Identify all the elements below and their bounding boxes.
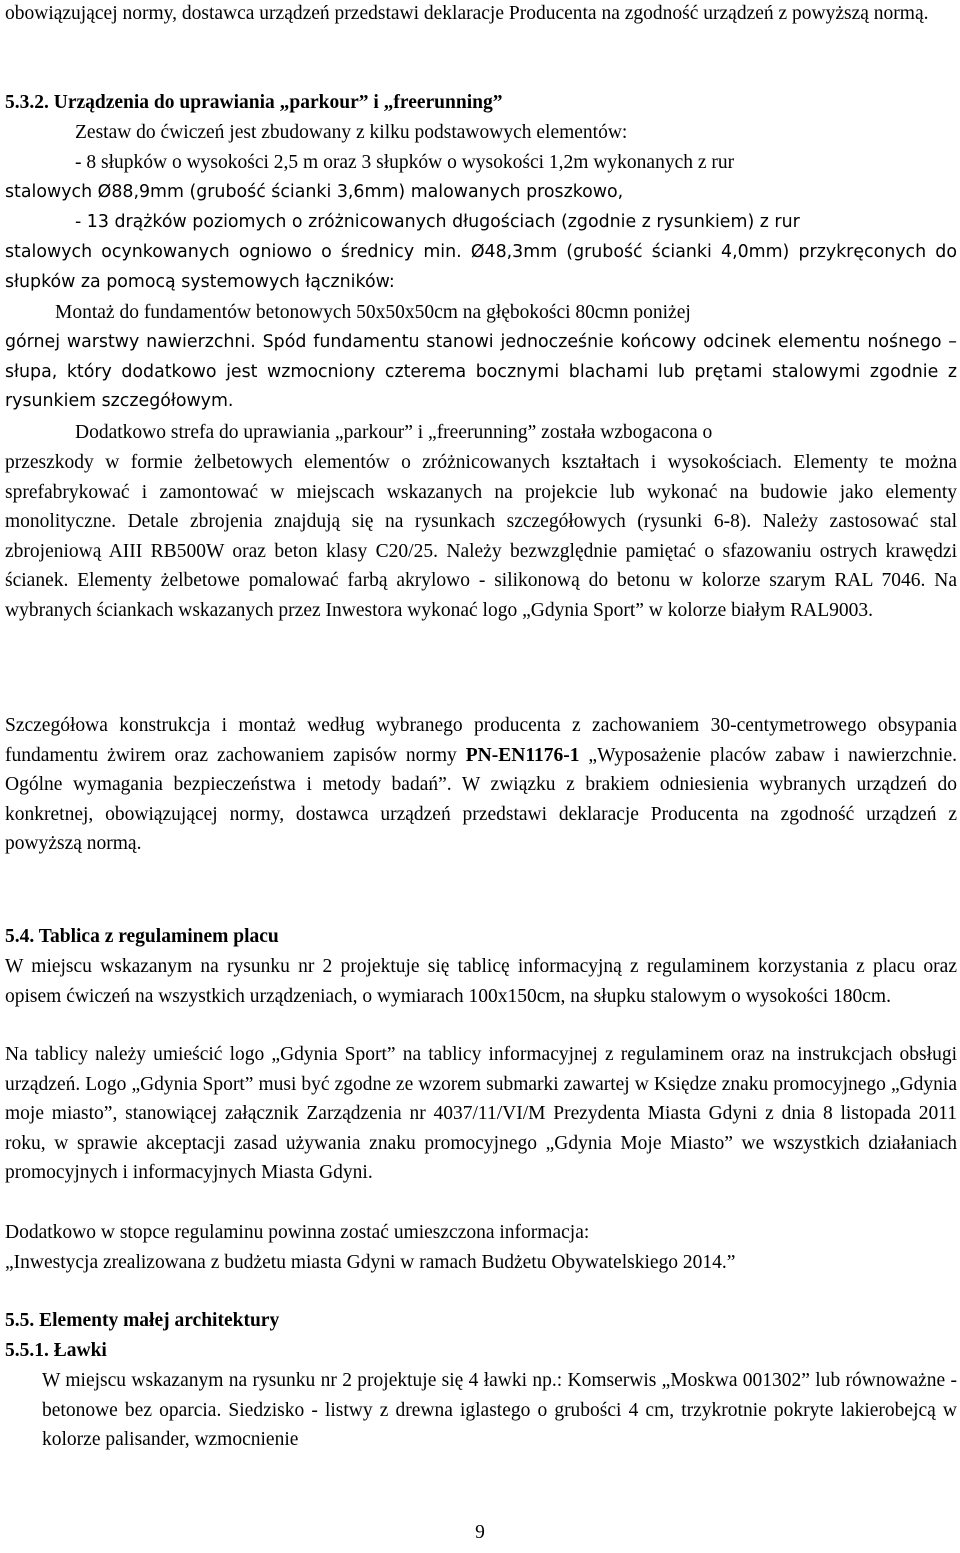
section-number: 5.3.2. [5,92,49,113]
section-heading-5-3-2 [5,88,957,118]
construction-text-after: „Wyposażenie placów zabaw i nawierzchnie. Ogólne wymagania bezpieczeństwa i metody badań”. W związku z brakiem odniesienia wybranych urządzeń do konkretnej, obowiązującej normy, dostawca urządzeń przedstawi deklaracje Producenta na zgodność urządzeń z powyższą normą. [5,744,957,855]
section-heading-5-5: 5.5. Elementy małej architektury [5,1310,280,1331]
paragraph-footer-info-quote: „Inwestycja zrealizowana z budżetu miasta Gdyni w ramach Budżetu Obywatelskiego 2014.” [5,1252,736,1273]
paragraph-mounting-first-line: Montaż do fundamentów betonowych 50x50x50cm na głębokości 80cmn poniżej [55,302,691,323]
section-heading-5-5-1: 5.5.1. Ławki [5,1340,107,1361]
list-item-bars-continuation: stalowych ocynkowanych ogniowo o średnicy min. Ø48,3mm (grubość ścianki 4,0mm) przykręconych do słupków za pomocą systemowych łączników: [5,242,957,292]
page-number: 9 [475,1522,485,1543]
construction-text-before: Szczegółowa konstrukcja i montaż według wybranego producenta z zachowaniem 30-centymetrowego obsypania fundamentu żwirem oraz zachowaniem zapisów normy [5,715,957,766]
list-item-posts-first-line: - 8 słupków o wysokości 2,5 m oraz 3 słupków o wysokości 1,2m wykonanych z rur [75,152,735,173]
standard-reference: PN-EN1176-1 [465,744,580,766]
paragraph-footer-info-intro: Dodatkowo w stopce regulaminu powinna zostać umieszczona informacja: [5,1222,590,1243]
section-heading-5-4: 5.4. Tablica z regulaminem placu [5,926,279,947]
paragraph-benches: W miejscu wskazanym na rysunku nr 2 projektuje się 4 ławki np.: Komserwis „Moskwa 001302” lub równoważne - betonowe bez oparcia. Siedzisko - listwy z drewna iglastego o grubości 4 cm, trzykrotnie pokryte lakierobejcą w kolorze palisander, wzmocnienie [42,1370,957,1451]
paragraph-logo-requirements: Na tablicy należy umieścić logo „Gdynia Sport” na tablicy informacyjnej z regulaminem oraz na instrukcjach obsługi urządzeń. Logo „Gdynia Sport” musi być zgodne ze wzorem submarki zawartej w Księdze znaku promocyjnego „Gdynia moje miasto”, stanowiącej załącznik Zarządzenia nr 4037/11/VI/M Prezydenta Miasta Gdyni z dnia 8 listopada 2011 roku, w sprawie akceptacji zasad używania znaku promocyjnego „Gdynia Moje Miasto” we wszystkich działaniach promocyjnych i informacyjnych Miasta Gdyni. [5,1044,957,1184]
paragraph-board-location: W miejscu wskazanym na rysunku nr 2 projektuje się tablicę informacyjną z regulaminem korzystania z placu oraz opisem ćwiczeń na wszystkich urządzeniach, o wymiarach 100x150cm, na słupku stalowym o wysokości 180cm. [5,956,957,1007]
section-title: Urządzenia do uprawiania „parkour” i „freerunning” [53,92,503,113]
paragraph-obstacles-continuation: przeszkody w formie żelbetowych elementów o zróżnicowanych kształtach i wysokościach. Elementy te można sprefabrykować i zamontować w miejscach wskazanych na projekcie lub wykonać na budowie jako elementy monolityczne. Detale zbrojenia znajdują się na rysunkach szczegółowych (rysunki 6-8). Należy zastosować stal zbrojeniową AIII RB500W oraz beton klasy C20/25. Należy bezwzględnie pamiętać o sfazowaniu ostrych krawędzi ścianek. Elementy żelbetowe pomalować farbą akrylowo - silikonową do betonu w kolorze szarym RAL 7046. Na wybranych ściankach wskazanych przez Inwestora wykonać logo „Gdynia Sport” w kolorze białym RAL9003. [5,452,957,621]
list-item-posts-continuation: stalowych Ø88,9mm (grubość ścianki 3,6mm) malowanych proszkowo, [5,182,624,202]
paragraph-norm-declaration: obowiązującej normy, dostawca urządzeń przedstawi deklaracje Producenta na zgodność urządzeń z powyższą normą. [5,3,929,24]
paragraph-mounting-continuation: górnej warstwy nawierzchni. Spód fundamentu stanowi jednocześnie końcowy odcinek elementu nośnego – słupa, który dodatkowo jest wzmocniony czterema bocznymi blachami lub prętami stalowymi zgodnie z rysunkiem szczegółowym. [5,332,957,412]
paragraph-obstacles-first-line: Dodatkowo strefa do uprawiania „parkour” i „freerunning” została wzbogacona o [75,422,713,443]
list-item-bars-first-line: - 13 drążków poziomych o zróżnicowanych długościach (zgodnie z rysunkiem) z rur [75,212,800,232]
paragraph-set-intro: Zestaw do ćwiczeń jest zbudowany z kilku podstawowych elementów: [75,122,628,143]
paragraph-construction-details [5,711,957,859]
